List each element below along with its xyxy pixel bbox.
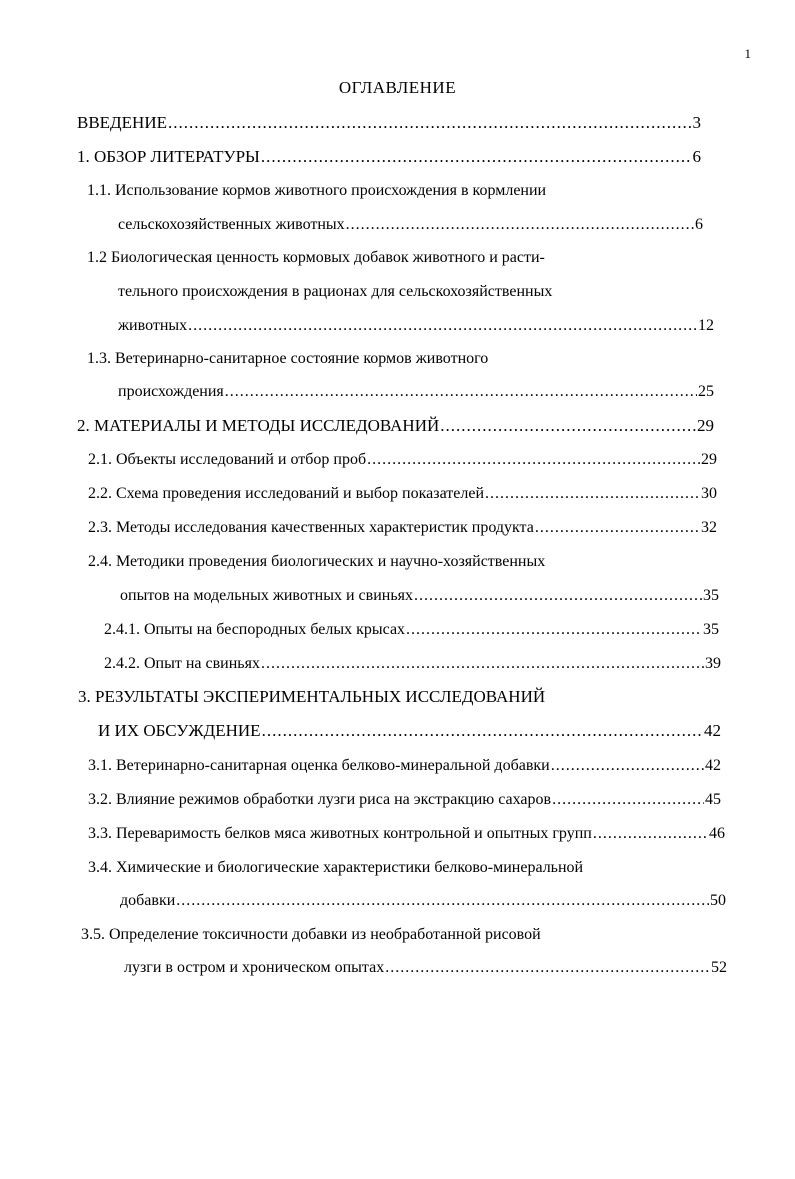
toc-entry-2-3[interactable] (88, 517, 717, 539)
dot-leader (440, 415, 696, 437)
dot-leader (346, 214, 694, 236)
toc-entry-page: 39 (705, 655, 721, 672)
toc-entry-text: происхождения (118, 383, 224, 400)
toc-entry-2-4-1[interactable] (104, 619, 719, 641)
toc-entry-text: сельскохозяйственных животных (118, 216, 345, 233)
toc-title: ОГЛАВЛЕНИЕ (338, 78, 457, 97)
toc-entry-1-2[interactable] (118, 315, 714, 337)
toc-entry-text: 1. ОБЗОР ЛИТЕРАТУРЫ (77, 147, 260, 166)
toc-entry-chapter-2[interactable] (77, 415, 714, 437)
toc-entry-page: 30 (701, 485, 717, 502)
toc-entry-page: 45 (705, 791, 721, 808)
toc-entry-page: 32 (701, 519, 717, 536)
dot-leader (367, 449, 700, 471)
toc-entry-1-1-line1: 1.1. Использование кормов животного происхождения в кормлении (87, 182, 547, 199)
toc-entry-text: 2.3. Методы исследования качественных характеристик продукта (88, 519, 534, 536)
toc-entry-page: 29 (697, 416, 714, 435)
toc-entry-text: 3.3. Переваримость белков мяса животных контрольной и опытных групп (88, 825, 592, 842)
dot-leader (261, 146, 692, 168)
toc-entry-page: 52 (711, 959, 727, 976)
toc-entry-page: 50 (710, 892, 726, 909)
toc-entry-text: животных (118, 317, 188, 334)
toc-entry-page: 12 (698, 317, 714, 334)
toc-entry-page: 35 (703, 621, 719, 638)
toc-entry-chapter-3-line1: 3. РЕЗУЛЬТАТЫ ЭКСПЕРИМЕНТАЛЬНЫХ ИССЛЕДОВАНИЙ (78, 687, 546, 706)
toc-entry-page: 3 (692, 113, 701, 132)
toc-entry-text: 2.4.2. Опыт на свиньях (104, 655, 260, 672)
dot-leader (414, 585, 702, 607)
toc-entry-3-5-line1: 3.5. Определение токсичности добавки из необработанной рисовой (81, 926, 541, 943)
toc-entry-3-4-line1: 3.4. Химические и биологические характеристики белково-минеральной (88, 859, 584, 876)
toc-entry-3-3[interactable] (88, 823, 725, 845)
toc-entry-1-3[interactable] (118, 381, 714, 403)
toc-entry-1-2-line1: 1.2 Биологическая ценность кормовых добавок животного и расти- (87, 249, 545, 266)
toc-entry-1-1[interactable] (118, 214, 703, 236)
dot-leader (168, 112, 692, 134)
toc-entry-text: 2.1. Объекты исследований и отбор проб (88, 451, 367, 468)
dot-leader (593, 823, 708, 845)
toc-entry-text: 2.2. Схема проведения исследований и выбор показателей (88, 485, 484, 502)
toc-entry-page: 42 (704, 721, 721, 740)
dot-leader (262, 720, 703, 742)
toc-entry-page: 25 (698, 383, 714, 400)
toc-entry-1-2-line2: тельного происхождения в рационах для сельскохозяйственных (118, 283, 553, 300)
toc-entry-page: 42 (705, 757, 721, 774)
toc-entry-3-5[interactable] (124, 957, 727, 979)
toc-entry-1-3-line1: 1.3. Ветеринарно-санитарное состояние кормов животного (87, 350, 489, 367)
dot-leader (551, 755, 704, 777)
toc-entry-3-1[interactable] (88, 755, 721, 777)
toc-entry-chapter-1[interactable] (77, 146, 701, 168)
dot-leader (535, 517, 700, 539)
dot-leader (176, 890, 709, 912)
toc-entry-page: 6 (695, 216, 703, 233)
toc-entry-page: 6 (692, 147, 701, 166)
toc-entry-text: 3.2. Влияние режимов обработки лузги риса на экстракцию сахаров (88, 791, 552, 808)
toc-entry-text: 3.1. Ветеринарно-санитарная оценка белково-минеральной добавки (88, 757, 550, 774)
toc-entry-2-1[interactable] (88, 449, 717, 471)
toc-entry-text: добавки (120, 892, 176, 909)
toc-entry-text: 2.4.1. Опыты на беспородных белых крысах (104, 621, 406, 638)
dot-leader (261, 653, 704, 675)
toc-entry-2-2[interactable] (88, 483, 717, 505)
toc-entry-page: 35 (703, 587, 719, 604)
toc-entry-text: И ИХ ОБСУЖДЕНИЕ (98, 721, 261, 740)
toc-entry-introduction[interactable] (77, 112, 701, 134)
toc-entry-2-4-line1: 2.4. Методики проведения биологических и научно-хозяйственных (88, 553, 546, 570)
dot-leader (485, 483, 700, 505)
toc-entry-text: 2. МАТЕРИАЛЫ И МЕТОДЫ ИССЛЕДОВАНИЙ (77, 416, 440, 435)
toc-entry-text: лузги в остром и хроническом опытах (124, 959, 385, 976)
toc-entry-text: ВВЕДЕНИЕ (77, 113, 167, 132)
toc-entry-3-4[interactable] (120, 890, 726, 912)
toc-entry-page: 46 (709, 825, 725, 842)
dot-leader (225, 381, 697, 403)
toc-entry-2-4[interactable] (120, 585, 719, 607)
dot-leader (552, 789, 704, 811)
toc-entry-2-4-2[interactable] (104, 653, 721, 675)
toc-entry-chapter-3[interactable] (98, 720, 721, 742)
page-number: 1 (744, 46, 751, 61)
toc-entry-page: 29 (701, 451, 717, 468)
toc-entry-text: опытов на модельных животных и свиньях (120, 587, 413, 604)
dot-leader (188, 315, 697, 337)
toc-entry-3-2[interactable] (88, 789, 721, 811)
dot-leader (406, 619, 702, 641)
dot-leader (385, 957, 710, 979)
